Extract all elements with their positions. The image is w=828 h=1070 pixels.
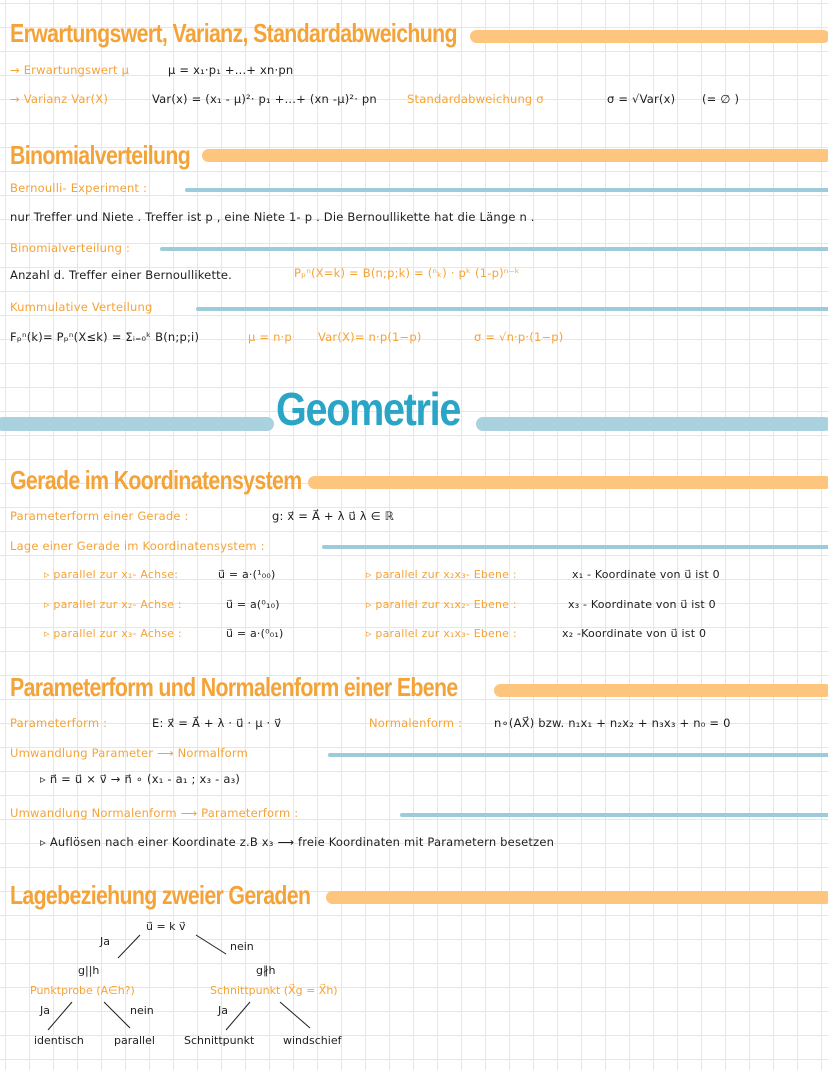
parameterform-ebene-formula: E: x⃗ = A⃗ + λ · u⃗ · μ · v⃗ — [152, 716, 282, 730]
parameterform-gerade-formula: g: x⃗ = A⃗ + λ u⃗ λ ∈ ℝ — [272, 509, 395, 523]
erwartungswert-formula: μ = x₁·p₁ +...+ xn·pn — [168, 63, 294, 77]
parallel-x2-achse-label: ▹ parallel zur x₂- Achse : — [44, 598, 182, 611]
umwandlung-parameter-normal-formula: ▹ n⃗ = u⃗ × v⃗ → n⃗ ∘ (x₁ - a₁ ; x₃ - a₃) — [40, 772, 241, 786]
heading-highlight-bar — [326, 891, 828, 904]
standardabweichung-formula: σ = √Var(x) — [607, 92, 676, 106]
underline-rule — [400, 813, 828, 817]
umwandlung-normal-parameter-text: ▹ Auflösen nach einer Koordinate z.B x₃ ⟶ freie Koordinaten mit Parametern besetzen — [40, 835, 555, 849]
parallel-x1x3-ebene-text: x₂ -Koordinate von u⃗ ist 0 — [562, 627, 707, 640]
standardabweichung-label: Standardabweichung σ — [407, 92, 544, 106]
tree-left-test: Punktprobe (A∈h?) — [30, 984, 135, 997]
tree-yes-label: Ja — [100, 935, 110, 948]
mu-formula: μ = n·p — [248, 330, 292, 344]
bernoulli-text: nur Treffer und Niete . Treffer ist p , eine Niete 1- p . Die Bernoullikette hat die Länge n . — [10, 210, 535, 224]
umwandlung-parameter-normal-label: Umwandlung Parameter ⟶ Normalform — [10, 746, 249, 760]
tree-leaf-identisch: identisch — [34, 1034, 84, 1047]
parameterform-ebene-label: Parameterform : — [10, 716, 108, 730]
lage-gerade-label: Lage einer Gerade im Koordinatensystem : — [10, 539, 265, 553]
anzahl-text: Anzahl d. Treffer einer Bernoullikette. — [10, 268, 233, 282]
parallel-x1-achse-formula: u⃗ = a·(¹₀₀) — [218, 568, 276, 581]
section-heading-gerade: Gerade im Koordinatensystem — [10, 465, 302, 495]
tree-edge — [48, 1002, 72, 1030]
varianz-label: → Varianz Var(X) — [10, 92, 109, 106]
tree-right-node: g∦h — [256, 964, 276, 977]
sigma-formula: σ = √n·p·(1−p) — [474, 330, 564, 344]
section-heading-erwartungswert: Erwartungswert, Varianz, Standardabweichung — [10, 18, 457, 48]
parallel-x1x2-ebene-text: x₃ - Koordinate von u⃗ ist 0 — [568, 598, 716, 611]
binomial-formula: Pₚⁿ(X=k) = B(n;p;k) = (ⁿₖ) · pᵏ (1-p)ⁿ⁻ᵏ — [294, 266, 520, 280]
parallel-x2x3-ebene-text: x₁ - Koordinate von u⃗ ist 0 — [572, 568, 720, 581]
tree-left-yes: Ja — [40, 1004, 50, 1017]
underline-rule — [196, 307, 828, 311]
tree-edge — [226, 1002, 250, 1030]
parallel-x3-achse-label: ▹ parallel zur x₃- Achse : — [44, 627, 182, 640]
lagebeziehung-decision-tree — [0, 910, 400, 1060]
tree-right-test: Schnittpunkt (X⃗g = X⃗h) — [210, 984, 338, 997]
tree-edge — [196, 935, 226, 954]
title-highlight-bar-left — [0, 417, 274, 431]
tree-left-no: nein — [130, 1004, 154, 1017]
var-formula: Var(X)= n·p(1−p) — [318, 330, 422, 344]
kummulative-label: Kummulative Verteilung — [10, 300, 153, 314]
parallel-x2x3-ebene-label: ▹ parallel zur x₂x₃- Ebene : — [366, 568, 517, 581]
parameterform-gerade-label: Parameterform einer Gerade : — [10, 509, 189, 523]
underline-rule — [322, 545, 828, 549]
underline-rule — [160, 247, 828, 251]
bernoulli-label: Bernoulli- Experiment : — [10, 181, 148, 195]
section-heading-lagebeziehung: Lagebeziehung zweier Geraden — [10, 880, 311, 910]
section-heading-ebene: Parameterform und Normalenform einer Ebene — [10, 672, 458, 702]
tree-leaf-windschief: windschief — [283, 1034, 342, 1047]
heading-highlight-bar — [202, 149, 828, 162]
parallel-x2-achse-formula: u⃗ = a(⁰₁₀) — [226, 598, 280, 611]
parallel-x1-achse-label: ▹ parallel zur x₁- Achse: — [44, 568, 179, 581]
kummulative-formula: Fₚⁿ(k)= Pₚⁿ(X≤k) = Σᵢ₌₀ᵏ B(n;p;i) — [10, 330, 200, 344]
tree-right-yes: Ja — [218, 1004, 228, 1017]
parallel-x3-achse-formula: u⃗ = a·(⁰₀₁) — [226, 627, 284, 640]
tree-edge — [118, 935, 140, 958]
erwartungswert-label: → Erwartungswert μ — [10, 63, 130, 77]
normalenform-label: Normalenform : — [369, 716, 463, 730]
tree-left-node: g||h — [78, 964, 100, 977]
section-heading-binomialverteilung: Binomialverteilung — [10, 140, 191, 170]
geometrie-title: Geometrie — [276, 383, 461, 435]
underline-rule — [185, 188, 828, 192]
underline-rule — [328, 753, 828, 757]
tree-edge — [280, 1002, 310, 1028]
tree-leaf-parallel: parallel — [114, 1034, 155, 1047]
tree-no-label: nein — [230, 940, 254, 953]
parallel-x1x2-ebene-label: ▹ parallel zur x₁x₂- Ebene : — [366, 598, 517, 611]
parallel-x1x3-ebene-label: ▹ parallel zur x₁x₃- Ebene : — [366, 627, 517, 640]
title-highlight-bar-right — [476, 417, 828, 431]
tree-leaf-schnittpunkt: Schnittpunkt — [184, 1034, 255, 1047]
umwandlung-normal-parameter-label: Umwandlung Normalenform ⟶ Parameterform : — [10, 806, 299, 820]
heading-highlight-bar — [470, 30, 828, 43]
standardabweichung-note: (= ∅ ) — [702, 92, 740, 106]
binomialverteilung-label: Binomialverteilung : — [10, 241, 131, 255]
normalenform-formula: n∘(AX⃗) bzw. n₁x₁ + n₂x₂ + n₃x₃ + n₀ = 0 — [494, 716, 731, 730]
heading-highlight-bar — [494, 684, 828, 697]
tree-root: u⃗ = k v⃗ — [146, 920, 186, 933]
tree-edge — [104, 1002, 130, 1028]
heading-highlight-bar — [308, 476, 828, 489]
varianz-formula: Var(x) = (x₁ - μ)²· p₁ +...+ (xn -μ)²· pn — [152, 92, 377, 106]
